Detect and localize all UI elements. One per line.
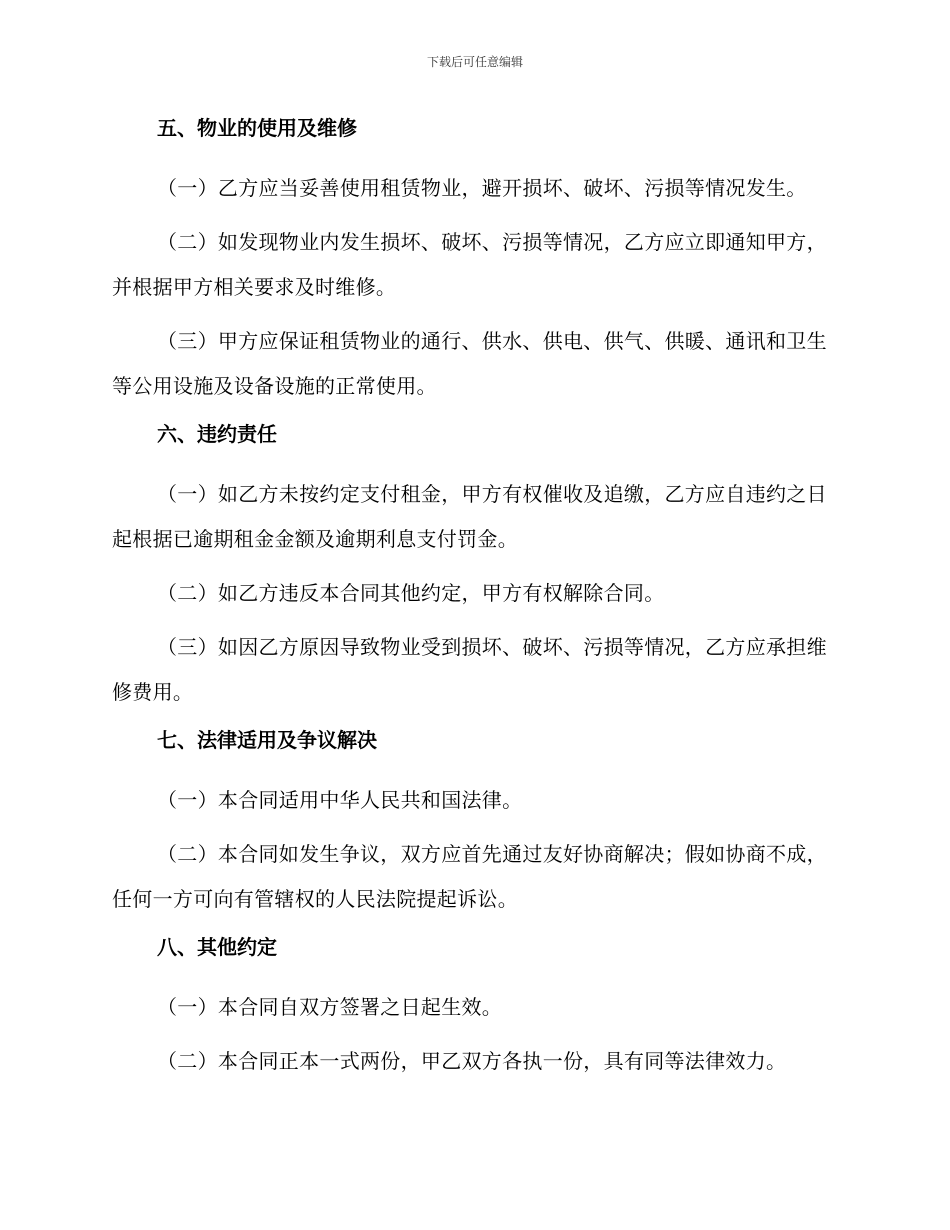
section-property-use xyxy=(112,112,837,409)
section-law-disputes xyxy=(112,724,837,922)
section-heading: 七、法律适用及争议解决 xyxy=(157,728,377,752)
clause-paragraph: （一）如乙方未按约定支付租金，甲方有权催收及追缴，乙方应自违约之日起根据已逾期租金金额及逾期利息支付罚金。 xyxy=(112,482,827,551)
section-heading: 八、其他约定 xyxy=(157,935,277,959)
section-other-terms xyxy=(112,931,837,1084)
clause-paragraph: （一）本合同适用中华人民共和国法律。 xyxy=(157,788,523,812)
section-heading: 六、违约责任 xyxy=(157,422,277,446)
clause-paragraph: （二）如发现物业内发生损坏、破坏、污损等情况，乙方应立即通知甲方，并根据甲方相关要求及时维修。 xyxy=(112,230,827,299)
clause-paragraph: （一）本合同自双方签署之日起生效。 xyxy=(157,995,503,1019)
section-heading: 五、物业的使用及维修 xyxy=(157,116,357,140)
clause-paragraph: （一）乙方应当妥善使用租赁物业，避开损坏、破坏、污损等情况发生。 xyxy=(157,176,807,200)
clause-paragraph: （二）本合同如发生争议，双方应首先通过友好协商解决；假如协商不成，任何一方可向有管辖权的人民法院提起诉讼。 xyxy=(112,842,827,911)
section-liability xyxy=(112,418,837,715)
document-body xyxy=(112,112,837,1093)
header-note: 下载后可任意编辑 xyxy=(426,55,523,69)
clause-paragraph: （三）如因乙方原因导致物业受到损坏、破坏、污损等情况，乙方应承担维修费用。 xyxy=(112,635,827,704)
clause-paragraph: （二）如乙方违反本合同其他约定，甲方有权解除合同。 xyxy=(157,581,665,605)
clause-paragraph: （三）甲方应保证租赁物业的通行、供水、供电、供气、供暖、通讯和卫生等公用设施及设备设施的正常使用。 xyxy=(112,329,827,398)
clause-paragraph: （二）本合同正本一式两份，甲乙双方各执一份，具有同等法律效力。 xyxy=(157,1049,787,1073)
